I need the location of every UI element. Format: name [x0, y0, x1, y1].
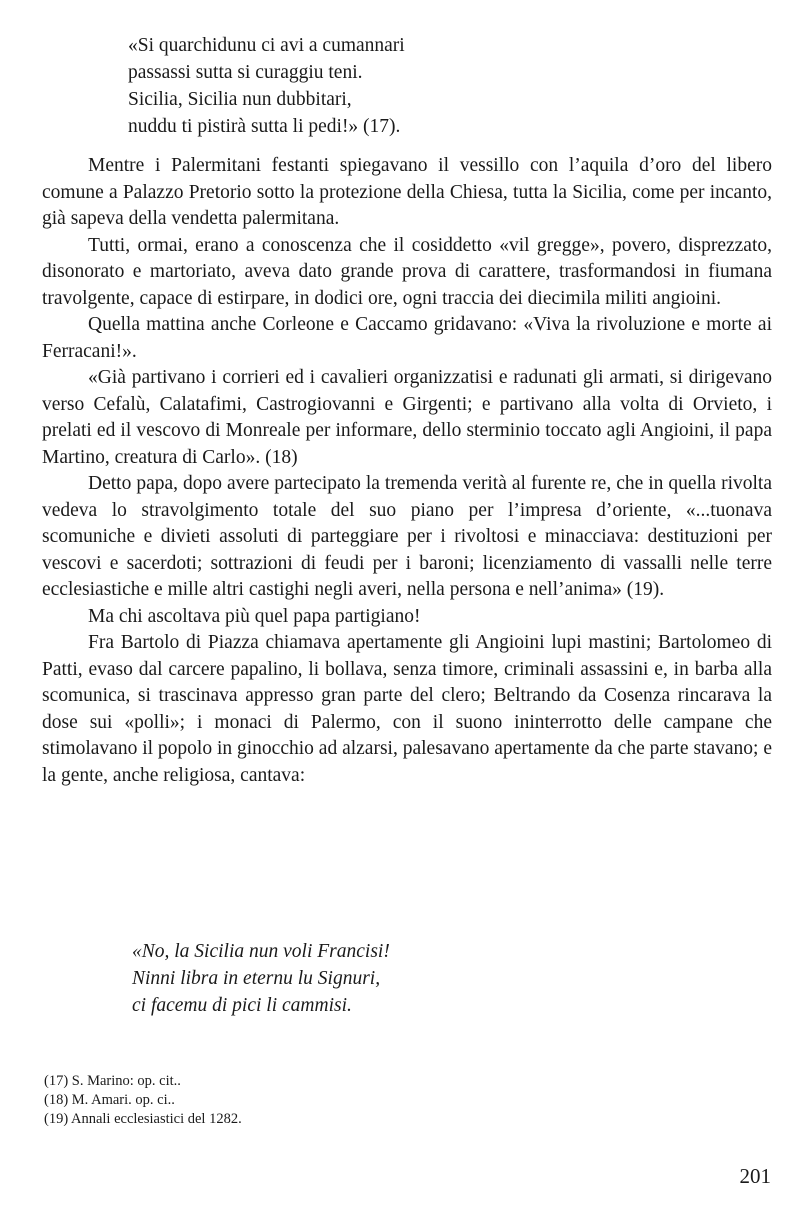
- verse-line: Ninni libra in eternu lu Signuri,: [132, 968, 381, 989]
- page-number: 201: [739, 1164, 771, 1188]
- paragraph: Fra Bartolo di Piazza chiamava apertamente gli Angioini lupi mastini; Bartolomeo di Patti, evaso dal carcere papalino, li bollava, senza timore, criminali assassini e, in barba alla scomunica, si trascinava appresso gran parte del clero; Beltrando da Cosenza rincarava la dose sui «polli»; i monaci di Palermo, con il suono ininterrotto delle campane che stimolavano il popolo in ginocchio ad alzarsi, palesavano apertamente da che parte stavano; e la gente, anche religiosa, cantava:: [42, 632, 772, 786]
- verse-line: ci facemu di pici li cammisi.: [132, 995, 352, 1016]
- paragraph: Quella mattina anche Corleone e Caccamo gridavano: «Viva la rivoluzione e morte ai Ferracani!».: [42, 314, 772, 362]
- verse-line: nuddu ti pistirà sutta li pedi!» (17).: [128, 116, 401, 137]
- verse-quote-bottom: [132, 938, 390, 1019]
- footnote: (18) M. Amari. op. ci..: [44, 1092, 175, 1108]
- verse-quote-top: [128, 32, 405, 140]
- paragraph: Tutti, ormai, erano a conoscenza che il cosiddetto «vil gregge», povero, disprezzato, disonorato e martoriato, aveva dato grande prova di carattere, trasformandosi in fiumana travolgente, capace di estirpare, in dodici ore, ogni traccia dei diecimila militi angioini.: [42, 234, 772, 309]
- paragraph: Mentre i Palermitani festanti spiegavano il vessillo con l’aquila d’oro del libero comune a Palazzo Pretorio sotto la protezione della Chiesa, tutta la Sicilia, come per incanto, già sapeva della vendetta palermitana.: [42, 155, 772, 229]
- verse-line: Sicilia, Sicilia nun dubbitari,: [128, 89, 352, 110]
- body-text: [42, 153, 772, 789]
- paragraph: «Già partivano i corrieri ed i cavalieri organizzatisi e radunati gli armati, si dirigevano verso Cefalù, Calatafimi, Castrogiovanni e Girgenti; e partivano alla volta di Orvieto, i prelati ed il vescovo di Monreale per informare, dello sterminio toccato agli Angioini, il papa Martino, creatura di Carlo». (18): [42, 367, 772, 468]
- verse-line: «No, la Sicilia nun voli Francisi!: [132, 941, 390, 962]
- footnote: (19) Annali ecclesiastici del 1282.: [44, 1111, 242, 1127]
- verse-line: passassi sutta si curaggiu teni.: [128, 62, 363, 83]
- footnote: (17) S. Marino: op. cit..: [44, 1073, 181, 1089]
- paragraph: Ma chi ascoltava più quel papa partigiano!: [88, 605, 421, 627]
- footnotes: [44, 1072, 242, 1129]
- verse-line: «Si quarchidunu ci avi a cumannari: [128, 35, 405, 56]
- paragraph: Detto papa, dopo avere partecipato la tremenda verità al furente re, che in quella rivolta vedeva lo stravolgimento totale del suo piano per l’impresa d’oriente, «...tuonava scomuniche e divieti assoluti di parteggiare per i rivoltosi e minacciava: destituzioni per vescovi e sacerdoti; sottrazioni di feudi per i baroni; licenziamento di vassalli nelle terre ecclesiastiche e mille altri castighi negli averi, nella persona e nell’anima» (19).: [42, 473, 772, 600]
